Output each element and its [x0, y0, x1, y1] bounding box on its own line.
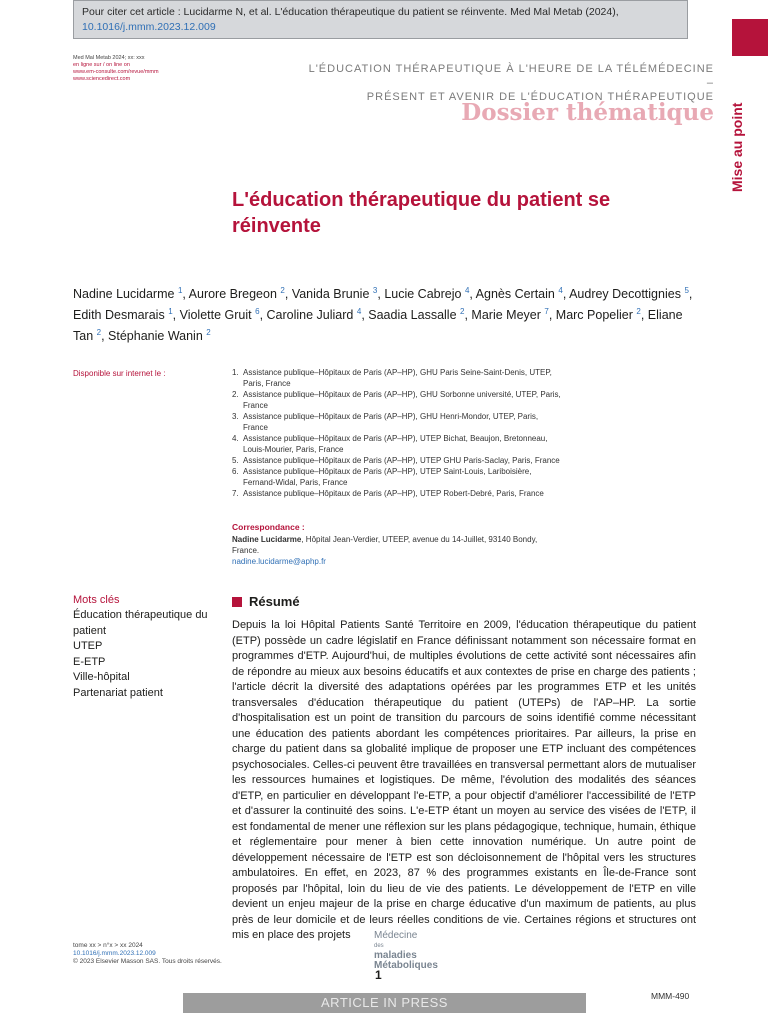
affiliation-item [232, 433, 562, 455]
author-affiliation-ref[interactable]: 3 [372, 286, 378, 295]
em-consulte-link[interactable]: www.em-consulte.com/revue/mmm [73, 69, 159, 75]
abstract-text: Depuis la loi Hôpital Patients Santé Territoire en 2009, l'éducation thérapeutique du patient (ETP) possède un cadre législatif en France définissant notamment son nécessaire format en programmes d'ETP. Aujourd'hui, de multiples évolutions de cette activité sont nécessaires afin de répondre au mieux aux besoins éducatifs et aux contextes de prise en charge des patients ; l'article décrit la diversité des adaptations opérées par les programmes ETP et les unités transversales d'éducation thérapeutique du patient (UTEPs) de l'AP–HP. La sortie d'hospitalisation est un point de transition du parcours de soins identifié comme nécessitant une éducation des patients abordant les compétences prioritaires. Par ailleurs, la prise en charge du patient dans sa globalité implique de proposer une ETP incluant des compétences psychosociales. Celles-ci peuvent être travaillées en transversal permettant alors de mutualiser les ressources humaines et logistiques. De même, l'évolution des modalités des séances d'ETP, en particulier en développant l'e-ETP, a pour objectif d'améliorer l'accessibilité de l'ETP et d'assurer la continuité des soins. L'e-ETP étant un moyen au service des visées de l'ETP, il est fondamental de mener une réflexion sur les plans pédagogique, technique, humain, éthique et réglementaire pour mener à bien cette innovation numérique. Un autre point de développement nécessaire de l'ETP est son décloisonnement de l'hôpital vers les structures ambulatoires. En effet, en 2023, 87 % des programmes existants en Île-de-France sont proposés par l'hôpital, loin du lieu de vie des patients. Le développement de l'ETP en ville devient un enjeu majeur de la prise en charge éducative d'un maximum de patients, au plus près de leur domicile et de leurs réelles conditions de vie. Certaines régions et structures ont mis en place des projets [232, 619, 696, 941]
running-head-line-1: L'ÉDUCATION THÉRAPEUTIQUE À L'HEURE DE LA TÉLÉMÉDECINE – [308, 63, 714, 89]
journal-logo [374, 931, 444, 971]
author [73, 308, 173, 322]
logo-line-1: Médecine [374, 930, 418, 941]
abstract-label: Résumé [249, 594, 300, 609]
affiliation-text: Assistance publique–Hôpitaux de Paris (AP–HP), GHU Paris Seine-Saint-Denis, UTEP, Paris, France [243, 368, 552, 388]
correspondence-label: Correspondance : [232, 522, 305, 532]
abstract-heading [232, 594, 300, 609]
section-color-tab [732, 19, 768, 56]
affiliation-item [232, 488, 562, 499]
keyword-item: Ville-hôpital [73, 671, 130, 683]
keyword-item: UTEP [73, 640, 103, 652]
logo-line-4: Métaboliques [374, 960, 438, 971]
author-affiliation-ref[interactable]: 2 [636, 307, 641, 317]
citation-doi-link[interactable]: 10.1016/j.mmm.2023.12.009 [82, 21, 216, 33]
author-name: Marc Popelier [555, 308, 633, 323]
author-affiliation-ref[interactable]: 5 [684, 286, 689, 295]
author-name: Vanida Brunie [291, 287, 370, 302]
author-affiliation-ref[interactable]: 2 [96, 328, 102, 338]
author-name: Violette Gruit [179, 308, 252, 323]
dossier-label: Dossier thématique [461, 99, 714, 126]
author-name: Lucie Cabrejo [384, 287, 462, 302]
author [368, 308, 464, 322]
citation-box [73, 0, 688, 39]
author-name: Audrey Decottignies [569, 287, 681, 302]
article-title: L'éducation thérapeutique du patient se réinvente [232, 189, 611, 237]
journal-ref: Med Mal Metab 2024; xx: xxx [73, 55, 145, 61]
heading-square-icon [232, 597, 242, 607]
running-head-line-2: PRÉSENT ET AVENIR DE L'ÉDUCATION THÉRAPEUTIQUE [366, 91, 714, 103]
author [73, 287, 182, 301]
citation-text: Pour citer cet article : Lucidarme N, et al. L'éducation thérapeutique du patient se réinvente. Med Mal Metab (2024), [82, 6, 619, 18]
page-number: 1 [375, 968, 382, 982]
author [384, 287, 469, 301]
author-affiliation-ref[interactable]: 4 [558, 286, 563, 295]
author-affiliation-ref[interactable]: 6 [255, 307, 260, 317]
author-affiliation-ref[interactable]: 7 [544, 307, 549, 317]
sciencedirect-link[interactable]: www.sciencedirect.com [73, 76, 131, 82]
keyword-list [73, 608, 218, 701]
logo-line-2: des [374, 943, 384, 949]
journal-info [73, 55, 159, 83]
article-reference-code: MMM-490 [651, 991, 690, 1001]
author-affiliation-ref[interactable]: 1 [168, 307, 173, 317]
correspondence-name: Nadine Lucidarme [232, 535, 302, 544]
affiliation-text: Assistance publique–Hôpitaux de Paris (AP–HP), UTEP Robert-Debré, Paris, France [243, 489, 544, 498]
author-name: Saadia Lassalle [368, 308, 457, 323]
footer-volume: tome xx > n°x > xx 2024 [73, 942, 143, 949]
affiliation-item [232, 455, 562, 466]
author-name: Caroline Juliard [266, 308, 354, 323]
author-name: Edith Desmarais [73, 308, 165, 323]
author [180, 308, 260, 322]
author-name: Aurore Bregeon [188, 287, 277, 302]
affiliation-number: 6. [232, 467, 239, 476]
footer-doi-link[interactable]: 10.1016/j.mmm.2023.12.009 [73, 950, 156, 957]
section-side-label: Mise au point [729, 102, 745, 192]
footer-copyright: © 2023 Elsevier Masson SAS. Tous droits réservés. [73, 958, 222, 965]
author-affiliation-ref[interactable]: 2 [460, 307, 465, 317]
correspondence-details [232, 534, 562, 567]
affiliation-number: 4. [232, 434, 239, 443]
affiliation-text: Assistance publique–Hôpitaux de Paris (AP–HP), GHU Sorbonne université, UTEP, Paris, France [243, 390, 561, 410]
affiliation-number: 2. [232, 390, 239, 399]
author [569, 287, 689, 301]
affiliation-item [232, 466, 562, 488]
author [108, 329, 211, 343]
author-affiliation-ref[interactable]: 4 [356, 307, 362, 317]
keyword-item: E-ETP [73, 655, 106, 668]
affiliation-number: 1. [232, 368, 239, 377]
affiliation-number: 3. [232, 412, 239, 421]
footer-info [73, 942, 222, 966]
author-name: Marie Meyer [471, 308, 541, 323]
author-list: Nadine Lucidarme $^1$, Aurore Bregeon $^2$, Vanida Brunie $^3$, Lucie Cabrejo $^4$, Agnès Certain $^4$, Audrey Decottignies $^5$, Edith Desmarais $^1$, Violette Gruit $^6$, Caroline Juliard $^4$, Saadia Lassalle $^2$, Marie Meyer $^7$, Marc Popelier $^2$, Eliane Tan $^2$, Stéphanie Wanin $^2$ [73, 286, 693, 344]
author [476, 287, 563, 301]
correspondence-email-link[interactable]: nadine.lucidarme@aphp.fr [232, 557, 326, 566]
author [292, 287, 378, 301]
author-name: Eliane Tan [73, 308, 683, 344]
correspondence-address: , Hôpital Jean-Verdier, UTEEP, avenue du 14-Juillet, 93140 Bondy, France. [232, 535, 538, 555]
affiliation-item [232, 389, 562, 411]
author-affiliation-ref[interactable]: 1 [177, 286, 183, 295]
logo-line-3: maladies [374, 950, 417, 961]
author-name: Nadine Lucidarme [73, 287, 175, 302]
article-in-press-banner: ARTICLE IN PRESS [183, 993, 586, 1013]
running-head [300, 62, 714, 104]
author [267, 308, 362, 322]
keyword-item: Partenariat patient [73, 686, 163, 699]
author-affiliation-ref[interactable]: 2 [280, 286, 285, 295]
affiliation-item [232, 367, 562, 389]
author-affiliation-ref[interactable]: 4 [464, 286, 470, 295]
author-name: Stéphanie Wanin [108, 329, 203, 344]
author [189, 287, 285, 301]
affiliation-text: Assistance publique–Hôpitaux de Paris (AP–HP), UTEP GHU Paris-Saclay, Paris, France [243, 456, 560, 465]
affiliation-number: 5. [232, 456, 239, 465]
author-name: Agnès Certain [475, 287, 555, 302]
keywords-label: Mots clés [73, 594, 120, 606]
author [556, 308, 641, 322]
affiliation-number: 7. [232, 489, 239, 498]
author [471, 308, 548, 322]
affiliation-list [232, 367, 562, 499]
online-label: en ligne sur / on line on [73, 62, 130, 68]
available-online-label: Disponible sur internet le : [73, 369, 166, 378]
affiliation-item [232, 411, 562, 433]
affiliation-text: Assistance publique–Hôpitaux de Paris (AP–HP), UTEP Bichat, Beaujon, Bretonneau, Louis-Mourier, Paris, France [243, 434, 548, 454]
affiliation-text: Assistance publique–Hôpitaux de Paris (AP–HP), GHU Henri-Mondor, UTEP, Paris, France [243, 412, 539, 432]
affiliation-text: Assistance publique–Hôpitaux de Paris (AP–HP), UTEP Saint-Louis, Lariboisière, Fernand-Widal, Paris, France [243, 467, 532, 487]
author-affiliation-ref[interactable]: 2 [206, 328, 211, 338]
keyword-item: Éducation thérapeutique du patient [73, 609, 208, 637]
